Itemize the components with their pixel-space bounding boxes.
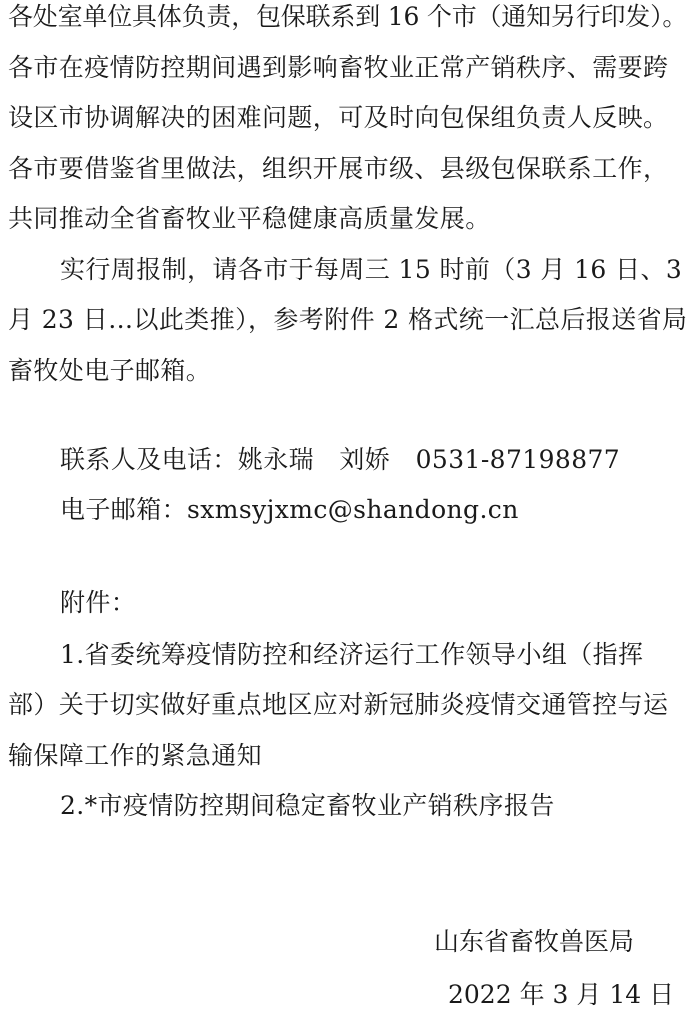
signature-date: 2022 年 3 月 14 日 — [448, 980, 675, 1009]
contact-email-line: 电子邮箱：sxmsyjxmc@shandong.cn — [60, 495, 519, 524]
attachment-1-line-2: 部）关于切实做好重点地区应对新冠肺炎疫情交通管控与运 — [8, 690, 669, 719]
body-line-7: 月 23 日…以此类推），参考附件 2 格式统一汇总后报送省局 — [8, 305, 688, 334]
body-line-4: 各市要借鉴省里做法，组织开展市级、县级包保联系工作， — [8, 154, 669, 183]
body-line-3: 设区市协调解决的困难问题，可及时向包保组负责人反映。 — [8, 103, 669, 132]
attachment-2: 2.*市疫情防控期间稳定畜牧业产销秩序报告 — [60, 791, 555, 820]
attachment-1-line-1: 1.省委统筹疫情防控和经济运行工作领导小组（指挥 — [60, 640, 644, 669]
body-line-5: 共同推动全省畜牧业平稳健康高质量发展。 — [8, 204, 491, 233]
body-line-2: 各市在疫情防控期间遇到影响畜牧业正常产销秩序、需要跨 — [8, 53, 669, 82]
contact-phone-line: 联系人及电话：姚永瑞 刘娇 0531-87198877 — [60, 445, 621, 474]
attachments-heading: 附件： — [60, 588, 137, 617]
attachment-1-line-3: 输保障工作的紧急通知 — [8, 741, 263, 770]
body-line-6: 实行周报制，请各市于每周三 15 时前（3 月 16 日、3 — [60, 255, 683, 284]
body-line-1: 各处室单位具体负责，包保联系到 16 个市（通知另行印发）。 — [8, 2, 688, 31]
signature-org: 山东省畜牧兽医局 — [434, 927, 635, 956]
body-line-8: 畜牧处电子邮箱。 — [8, 356, 212, 385]
